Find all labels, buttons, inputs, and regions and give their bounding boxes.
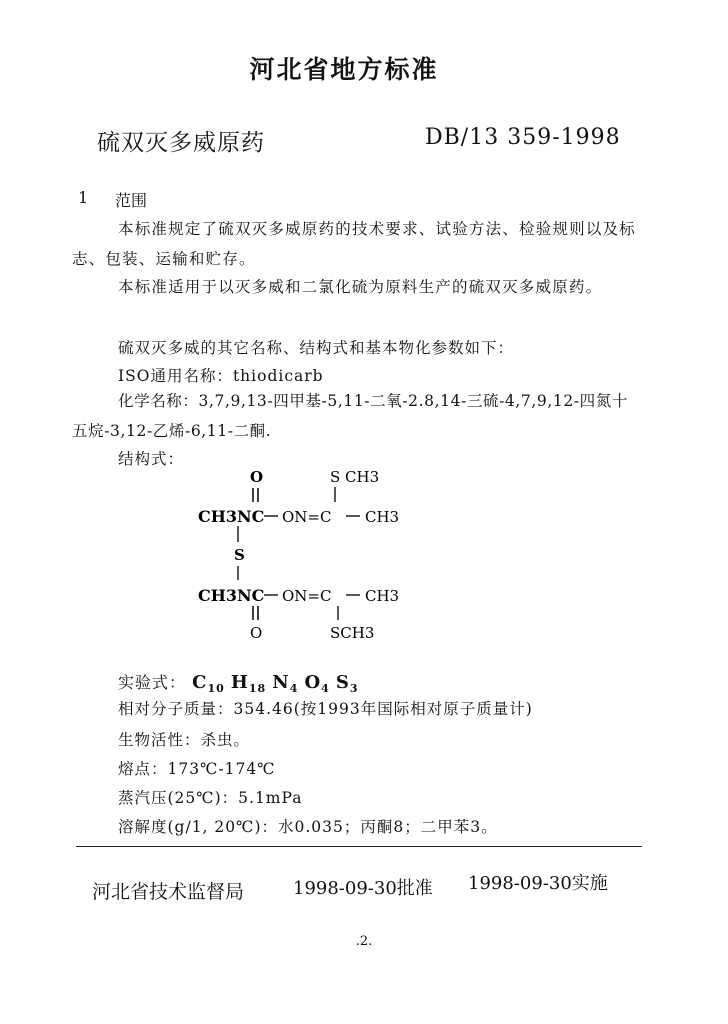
structure-o-bottom: O — [250, 624, 263, 642]
chemical-name: 化学名称：3,7,9,13-四甲基-5,11-二氧-2.8,14-三硫-4,7,9,12-四氮十五烷-3,12-乙烯-6,11-二酮. — [72, 392, 628, 440]
iso-name: ISO通用名称：thiodicarb — [118, 367, 324, 385]
structure-label: 结构式： — [118, 450, 185, 468]
formula-hydrogen: H — [230, 672, 249, 693]
properties-intro: 硫双灭多威的其它名称、结构式和基本物化参数如下： — [118, 339, 515, 357]
biological-activity: 生物活性：杀虫。 — [118, 731, 251, 749]
footer-divider — [76, 846, 642, 847]
implementation-date: 1998-09-30实施 — [468, 873, 608, 894]
structure-row1-mid: ON=C — [282, 508, 332, 526]
structure-row2-left: CH3NC — [198, 586, 265, 605]
formula-carbon: C — [192, 672, 208, 693]
section-title: 范围 — [115, 191, 148, 210]
vapor-pressure: 蒸汽压(25℃)：5.1mPa — [118, 789, 303, 807]
formula-oxygen: O — [304, 672, 322, 693]
solubility: 溶解度(g/1, 20℃)：水0.035；丙酮8；二甲苯3。 — [118, 818, 498, 836]
structure-s-bridge: S — [234, 546, 245, 564]
structure-sch3-bottom: SCH3 — [330, 624, 375, 642]
standard-name: 硫双灭多威原药 — [97, 130, 265, 156]
formula-hydrogen-count: 18 — [248, 682, 267, 696]
document-title: 河北省地方标准 — [249, 55, 439, 84]
issuer: 河北省技术监督局 — [92, 881, 245, 903]
structural-formula — [180, 460, 440, 650]
formula-nitrogen: N — [272, 672, 290, 693]
formula-sulfur: S — [335, 672, 350, 693]
structure-o-top: O — [250, 468, 264, 486]
structure-row1-right: CH3 — [365, 508, 400, 526]
structure-row2-mid: ON=C — [282, 587, 332, 605]
formula-nitrogen-count: 4 — [289, 682, 299, 696]
standard-code: DB/13 359-1998 — [425, 125, 621, 150]
scope-paragraph-1: 本标准规定了硫双灭多威原药的技术要求、试验方法、检验规则以及标志、包装、运输和贮存。 — [72, 220, 636, 268]
approval-date: 1998-09-30批准 — [293, 878, 433, 899]
empirical-formula — [118, 670, 359, 695]
molecular-weight: 相对分子质量：354.46(按1993年国际相对原子质量计) — [118, 700, 533, 718]
structure-s-ch3-top: S CH3 — [330, 468, 380, 486]
formula-carbon-count: 10 — [207, 682, 225, 696]
melting-point: 熔点：173℃-174℃ — [118, 760, 276, 778]
formula-sulfur-count: 3 — [349, 682, 359, 696]
formula-label: 实验式： — [118, 673, 187, 692]
structure-row2-right: CH3 — [365, 587, 400, 605]
page-number: .2. — [355, 934, 373, 949]
scope-paragraph-2: 本标准适用于以灭多威和二氯化硫为原料生产的硫双灭多威原药。 — [118, 278, 603, 296]
structure-row1-left: CH3NC — [198, 507, 265, 526]
formula-oxygen-count: 4 — [321, 682, 330, 696]
section-number: 1 — [78, 188, 89, 207]
